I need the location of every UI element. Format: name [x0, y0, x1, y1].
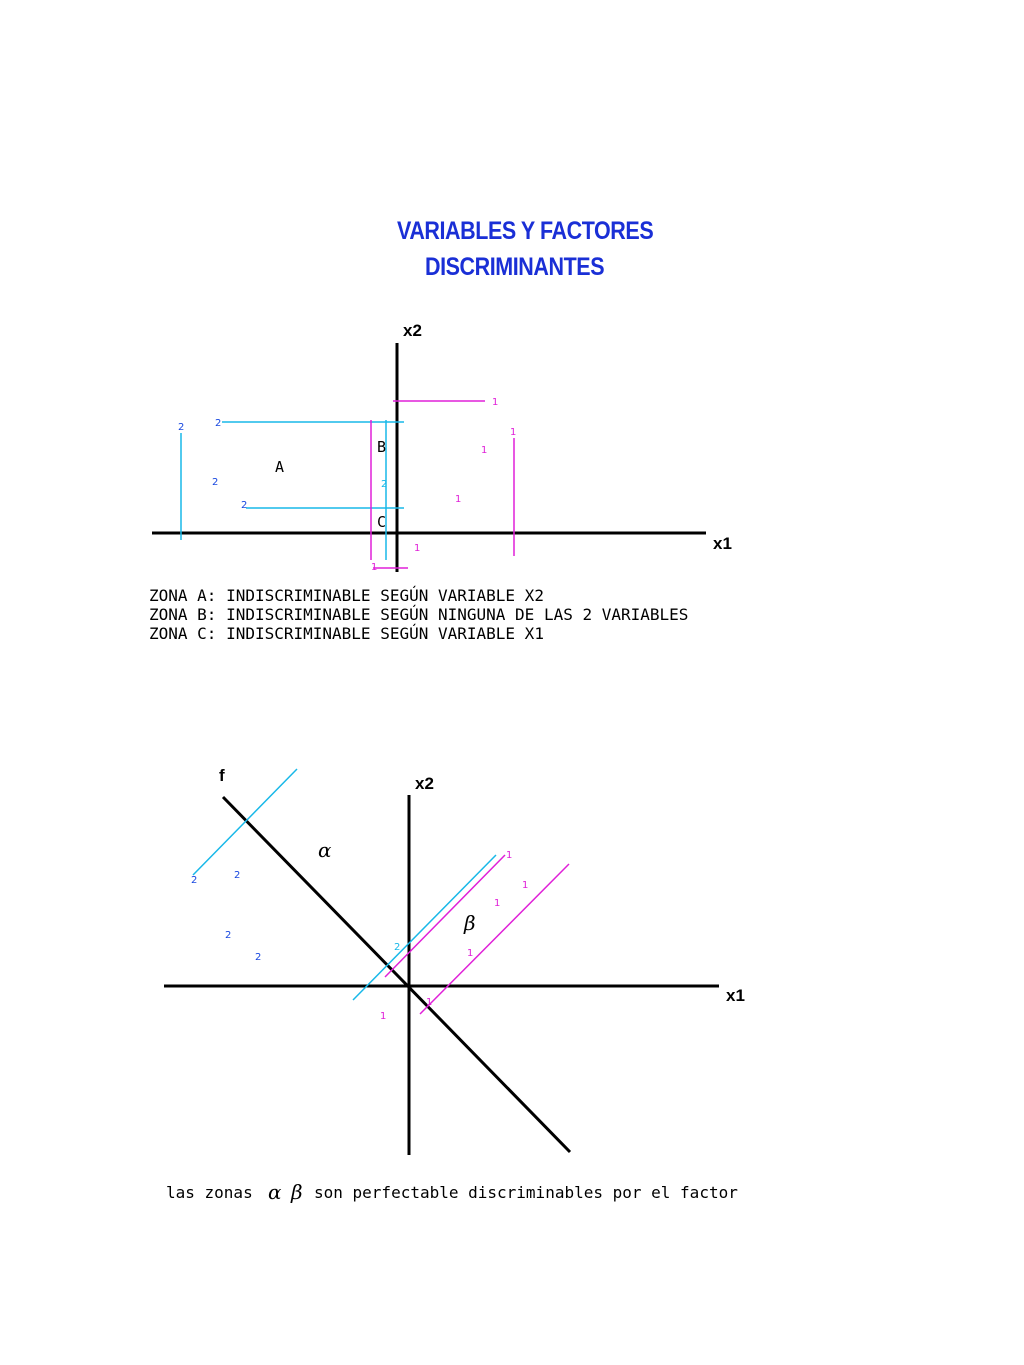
d2-y-axis-label: x2	[415, 774, 434, 793]
d1-point-class1: 1	[371, 562, 378, 573]
d2-caption-start: las zonas	[166, 1183, 253, 1202]
d1-point-class2: 2	[212, 477, 219, 488]
d1-point-class1: 1	[481, 445, 488, 456]
d1-point-class1: 1	[455, 494, 462, 505]
d1-point-class1: 1	[492, 397, 499, 408]
d2-beta-label: β	[464, 911, 476, 935]
d2-point-class2: 2	[225, 930, 232, 941]
d1-y-axis-label: x2	[403, 321, 422, 340]
d2-magenta-line-lower	[420, 864, 569, 1014]
d2-magenta-line-upper	[385, 855, 505, 977]
title-line-1: VARIABLES Y FACTORES	[397, 217, 654, 245]
d2-point-class1: 1	[426, 997, 433, 1008]
d1-zone-b-label: B	[377, 438, 387, 456]
d1-point-class1: 1	[414, 543, 421, 554]
d1-point-class1: 1	[510, 427, 517, 438]
d2-point-class2: 2	[255, 952, 262, 963]
d2-x-axis-label: x1	[726, 986, 745, 1005]
d2-cyan-line-top	[193, 769, 297, 875]
d2-point-class1: 1	[506, 850, 513, 861]
d1-point-class2: 2	[241, 500, 248, 511]
d1-point-class2: 2	[178, 422, 185, 433]
title-line-2: DISCRIMINANTES	[425, 253, 605, 281]
d2-point-class1: 1	[380, 1011, 387, 1022]
d1-point-class2: 2	[215, 418, 222, 429]
d1-legend-zone-a: ZONA A: INDISCRIMINABLE SEGÚN VARIABLE X2	[149, 586, 544, 605]
d1-zone-c-label: C	[377, 513, 387, 531]
d2-alpha-label: α	[318, 838, 332, 862]
d1-legend-zone-c: ZONA C: INDISCRIMINABLE SEGÚN VARIABLE X1	[149, 624, 544, 643]
d2-caption-beta: β	[291, 1180, 303, 1204]
d2-point-class1: 1	[522, 880, 529, 891]
d1-zone-a-label: A	[275, 458, 285, 476]
d2-factor-line	[223, 797, 570, 1152]
d2-point-class2: 2	[234, 870, 241, 881]
d2-point-class2: 2	[394, 942, 401, 953]
d1-x-axis-label: x1	[713, 534, 732, 553]
d2-caption-end: son perfectable discriminables por el factor	[314, 1183, 738, 1202]
d2-point-class1: 1	[494, 898, 501, 909]
d2-caption-alpha: α	[268, 1180, 282, 1204]
d2-factor-label: f	[219, 766, 225, 785]
d2-point-class1: 1	[467, 948, 474, 959]
d2-point-class2: 2	[191, 875, 198, 886]
d1-legend-zone-b: ZONA B: INDISCRIMINABLE SEGÚN NINGUNA DE LAS 2 VARIABLES	[149, 605, 689, 624]
d1-point-class2: 2	[381, 479, 388, 490]
